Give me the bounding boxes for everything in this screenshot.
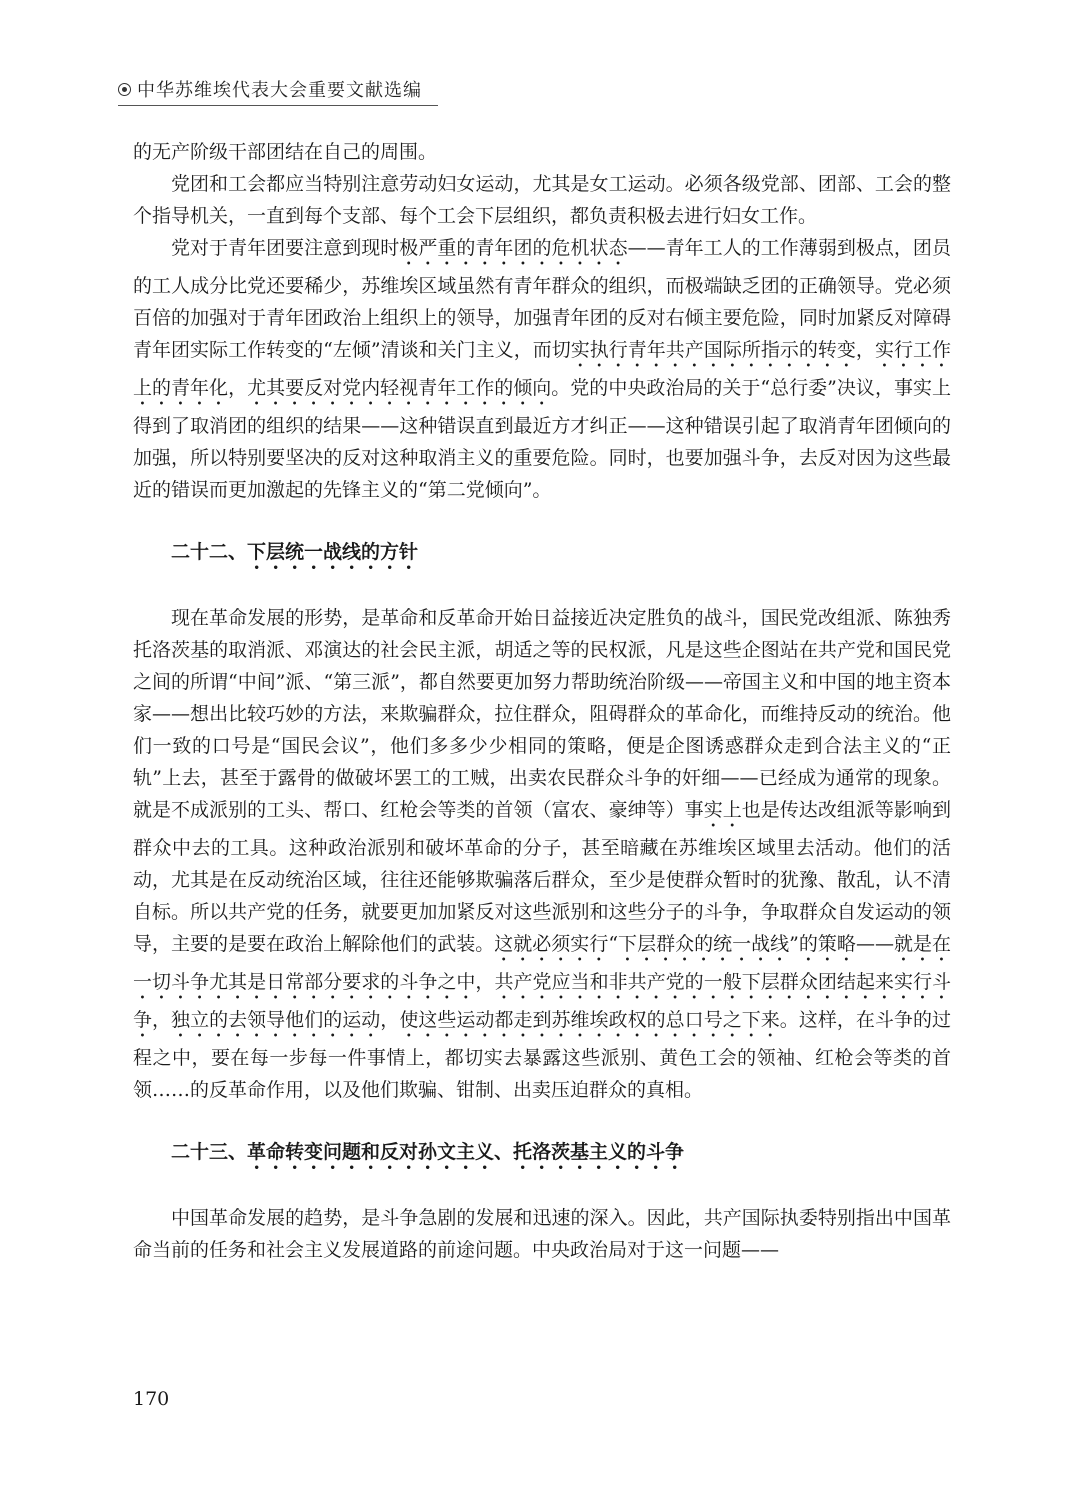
text-run: 也是传达改组派等影响到群众中去的工具。这种政治派别和破坏革命的分子，甚至暗藏在苏维埃区域里去活动。他们的活动，尤其是在反动统治区域，往往还能够欺骗落后群众，至少是使群众暂时的犹豫、散乱，认不清自标。所以共产党的任务，就要更加加紧反对这些派别和这些分子的斗争，争取群众自发运动的领导，主要的是要在政治上解除他们的武装。 [133,799,951,955]
text-run: 现在革命发展的形势，是革命和反革命开始日益接近决定胜负的战斗，国民党改组派、陈独秀托洛茨基的取消派、邓演达的社会民主派，胡适之等的民权派，凡是这些企图站在共产党和国民党之间的所谓“中间”派、“第三派”，都自然要更加努力帮助统治阶级——帝国主义和中国的地主资本家——想出比较巧妙的方法，来欺骗群众，拉住群众，阻碍群众的革命化，而维持反动的统治。他们一致的口号是“国民会议”，他们多多少少相同的策略，便是企图诱惑群众走到合法主义的“正轨”上去，甚至于露骨的做破坏罢工的工贼，出卖农民群众斗争的奸细——已经成为通常的现象。就是不成派别的工头、帮口、红枪会等类的首领（富农、豪绅等）事 [133,607,951,821]
emphasized-text: 极严重的青年团的危机状态 [399,237,628,259]
circle-dot-icon [118,83,131,96]
section-number: 二十二、 [171,541,248,563]
section-title-text: 革命转变问题和反对孙文主义、托洛茨基主义的斗争 [247,1141,685,1163]
paragraph-youth-league [133,232,951,506]
section-heading-22 [133,536,951,574]
paragraph-women-work: 党团和工会都应当特别注意劳动妇女运动，尤其是女工运动。必须各级党部、团部、工会的整个指导机关，一直到每个支部、每个工会下层组织，都负责积极去进行妇女工作。 [133,173,951,227]
running-header [118,76,422,102]
header-rule [118,105,438,106]
paragraph-continuation: 的无产阶级干部团结在自己的周围。 [133,141,438,163]
paragraph-revolution-trend: 中国革命发展的趋势，是斗争急剧的发展和迅速的深入。因此，共产国际执委特别指出中国革命当前的任务和社会主义发展道路的前途问题。中央政治局对于这一问题—— [133,1207,951,1261]
emphasized-text: 实执行青年共产国际所指示的转变，实行工作上的青年化，尤其要反对党内轻视青年工作的倾向 [133,339,951,399]
page-number: 170 [133,1388,170,1410]
section-number: 二十三、 [171,1141,248,1163]
paragraph-united-front [133,602,951,1106]
section-title-text: 下层统一战线的方针 [247,541,419,563]
running-title: 中华苏维埃代表大会重要文献选编 [137,80,422,101]
text-run: 。这样，在斗争的过程之中，要在每一步每一件事情上，都切实去暴露这些派别、黄色工会的领袖、红枪会等类的首领……的反革命作用，以及他们欺骗、钳制、出卖压迫群众的真相。 [133,1009,951,1101]
text-run: 党对于青年团要注意到现时 [171,237,400,259]
text-run: 。党的中央政治局的关于“总行委”决议，事实上得到了取消团的组织的结果——这种错误直到最近方才纠正——这种错误引起了取消青年团倾向的加强，所以特别要坚决的反对这种取消主义的重要危险。同时，也要加强斗争，去反对因为这些最近的错误而更加激起的先锋主义的“第二党倾向”。 [133,377,951,501]
emphasized-text: 这就必须实行“下层群众的统一战线”的策略——就是在一切斗争尤其是日常部分要求的斗争之中，共产党应当和非共产党的一般下层群众团结起来实行斗争，独立的去领导他们的运动，使这些运动都走到苏维埃政权的总口号之下来 [133,933,951,1031]
section-heading-23 [133,1136,951,1174]
emphasized-text: 实上 [703,799,742,821]
text-run: ——青年工人的工作薄弱到极点，团员的工人成分比党还要稀少，苏维埃区域虽然有青年群众的组织，而极端缺乏团的正确领导。党必须百倍的加强对于青年团政治上组织上的领导，加强青年团的反对右倾主要危险，同时加紧反对障碍青年团实际工作转变的“左倾”清谈和关门主义，而切 [133,237,951,361]
page-body [133,136,951,1266]
